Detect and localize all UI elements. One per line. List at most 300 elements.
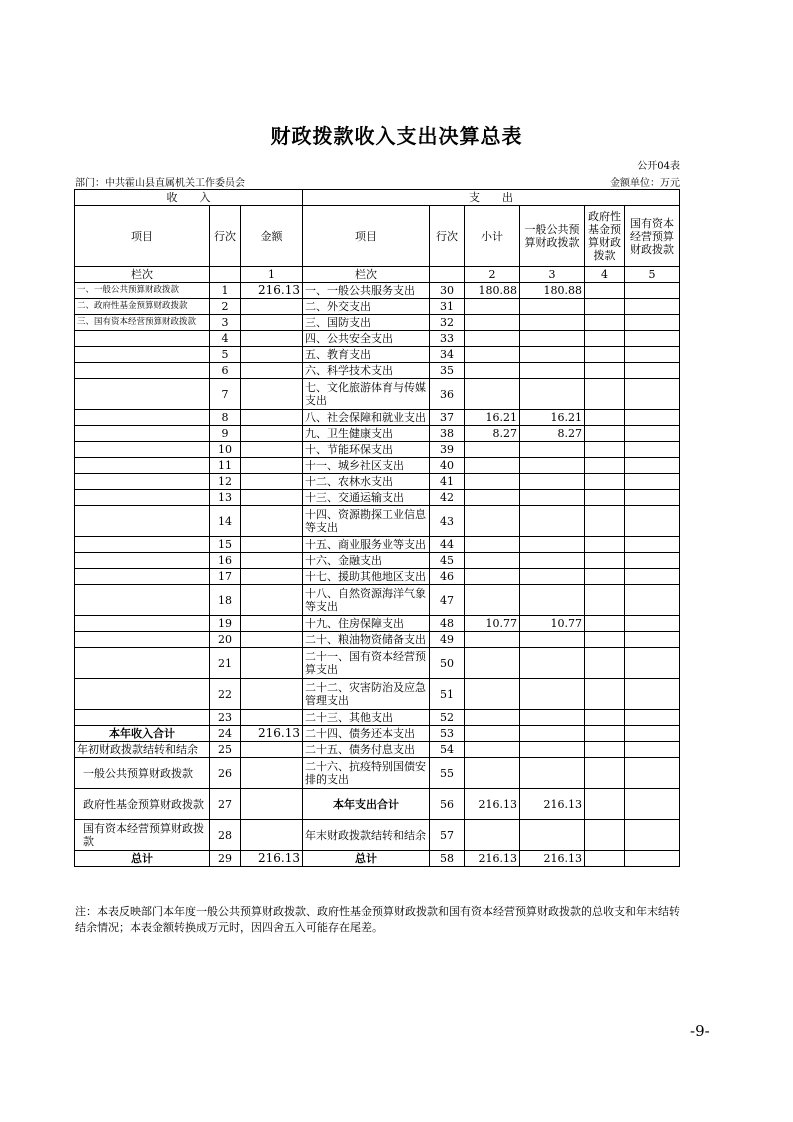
income-item [75, 458, 210, 474]
income-amount [241, 585, 303, 616]
general-budget-value [520, 299, 585, 315]
expense-item: 十六、金融支出 [303, 553, 430, 569]
income-amount [241, 537, 303, 553]
subtotal-value [465, 379, 520, 410]
subtotal-value [465, 820, 520, 851]
income-amount-header: 金额 [241, 206, 303, 267]
expense-line: 53 [430, 726, 465, 742]
expense-line: 57 [430, 820, 465, 851]
column-number: 3 [520, 267, 585, 283]
expense-item: 十、节能环保支出 [303, 442, 430, 458]
gov-fund-value [585, 490, 625, 506]
subtotal-value [465, 331, 520, 347]
table-row [75, 710, 680, 726]
general-budget-value [520, 820, 585, 851]
income-line: 28 [210, 820, 241, 851]
state-capital-value [625, 490, 680, 506]
gov-fund-value [585, 648, 625, 679]
income-line: 5 [210, 347, 241, 363]
subtotal-value [465, 490, 520, 506]
state-capital-value [625, 789, 680, 820]
state-capital-value [625, 506, 680, 537]
general-budget-value [520, 726, 585, 742]
income-amount [241, 490, 303, 506]
expense-item: 八、社会保障和就业支出 [303, 410, 430, 426]
expense-item: 六、科学技术支出 [303, 363, 430, 379]
state-capital-value [625, 616, 680, 632]
income-amount [241, 299, 303, 315]
subtotal-value [465, 537, 520, 553]
gov-fund-value [585, 679, 625, 710]
gov-fund-value [585, 379, 625, 410]
table-row [75, 742, 680, 758]
income-line: 10 [210, 442, 241, 458]
expense-line: 58 [430, 851, 465, 867]
subtotal-value [465, 648, 520, 679]
gov-fund-value [585, 442, 625, 458]
income-amount [241, 553, 303, 569]
state-capital-value [625, 569, 680, 585]
income-line: 8 [210, 410, 241, 426]
table-row [75, 506, 680, 537]
general-budget-value [520, 347, 585, 363]
subtotal-value [465, 742, 520, 758]
expense-item: 二十二、灾害防治及应急管理支出 [303, 679, 430, 710]
subtotal-value [465, 458, 520, 474]
income-item [75, 537, 210, 553]
table-row [75, 474, 680, 490]
state-capital-value [625, 726, 680, 742]
expense-item: 三、国防支出 [303, 315, 430, 331]
gov-fund-value [585, 347, 625, 363]
income-amount [241, 363, 303, 379]
column-number: 2 [465, 267, 520, 283]
general-budget-value [520, 585, 585, 616]
table-row [75, 442, 680, 458]
table-row [75, 851, 680, 867]
gov-fund-value [585, 758, 625, 789]
expense-line: 33 [430, 331, 465, 347]
income-amount: 216.13 [241, 726, 303, 742]
table-row [75, 331, 680, 347]
income-item [75, 410, 210, 426]
table-row [75, 379, 680, 410]
income-item: 一般公共预算财政拨款 [75, 758, 210, 789]
state-capital-value [625, 299, 680, 315]
table-row [75, 347, 680, 363]
expense-item: 二、外交支出 [303, 299, 430, 315]
column-number: 5 [625, 267, 680, 283]
gov-fund-value [585, 820, 625, 851]
income-line: 1 [210, 283, 241, 299]
page-title: 财政拨款收入支出决算总表 [270, 124, 523, 148]
income-item [75, 616, 210, 632]
income-line: 23 [210, 710, 241, 726]
income-amount [241, 616, 303, 632]
state-capital-value [625, 410, 680, 426]
income-item-header: 项目 [75, 206, 210, 267]
state-capital-value [625, 537, 680, 553]
table-row [75, 537, 680, 553]
income-line: 22 [210, 679, 241, 710]
income-line: 27 [210, 789, 241, 820]
general-budget-value [520, 363, 585, 379]
gov-fund-value [585, 632, 625, 648]
income-item [75, 679, 210, 710]
income-amount [241, 426, 303, 442]
expense-line-header: 行次 [430, 206, 465, 267]
income-item: 政府性基金预算财政拨款 [75, 789, 210, 820]
general-budget-value: 216.13 [520, 789, 585, 820]
expense-line: 45 [430, 553, 465, 569]
expense-item: 十四、资源勘探工业信息等支出 [303, 506, 430, 537]
income-amount [241, 820, 303, 851]
income-line: 3 [210, 315, 241, 331]
general-budget-header: 一般公共预算财政拨款 [520, 206, 585, 267]
column-number: 4 [585, 267, 625, 283]
expense-item: 二十一、国有资本经营预算支出 [303, 648, 430, 679]
expense-line: 32 [430, 315, 465, 331]
income-line: 20 [210, 632, 241, 648]
expense-line: 35 [430, 363, 465, 379]
income-item [75, 710, 210, 726]
income-amount [241, 506, 303, 537]
expense-line: 49 [430, 632, 465, 648]
expense-line: 37 [430, 410, 465, 426]
gov-fund-value [585, 616, 625, 632]
gov-fund-value [585, 410, 625, 426]
income-line: 2 [210, 299, 241, 315]
expense-item: 七、文化旅游体育与传媒支出 [303, 379, 430, 410]
gov-fund-value [585, 506, 625, 537]
general-budget-value [520, 569, 585, 585]
income-line: 9 [210, 426, 241, 442]
expense-item: 十三、交通运输支出 [303, 490, 430, 506]
income-line: 18 [210, 585, 241, 616]
subtotal-value [465, 758, 520, 789]
gov-fund-value [585, 426, 625, 442]
state-capital-value [625, 648, 680, 679]
expense-item-header: 项目 [303, 206, 430, 267]
subtotal-value [465, 679, 520, 710]
state-capital-value [625, 363, 680, 379]
income-amount [241, 648, 303, 679]
expense-line: 56 [430, 789, 465, 820]
income-header: 收 入 [75, 190, 303, 206]
gov-fund-header: 政府性基金预算财政拨款 [585, 206, 625, 267]
income-item: 三、国有资本经营预算财政拨款 [75, 315, 210, 331]
income-amount: 216.13 [241, 283, 303, 299]
subtotal-value [465, 585, 520, 616]
state-capital-value [625, 379, 680, 410]
expense-item: 五、教育支出 [303, 347, 430, 363]
income-line: 21 [210, 648, 241, 679]
subtotal-value [465, 347, 520, 363]
income-item [75, 379, 210, 410]
expense-line: 55 [430, 758, 465, 789]
income-amount [241, 569, 303, 585]
table-row [75, 458, 680, 474]
state-capital-value [625, 758, 680, 789]
expense-item: 十一、城乡社区支出 [303, 458, 430, 474]
state-capital-value [625, 553, 680, 569]
income-item [75, 553, 210, 569]
table-row [75, 363, 680, 379]
general-budget-value [520, 490, 585, 506]
expense-item: 二十五、债务付息支出 [303, 742, 430, 758]
income-item: 国有资本经营预算财政拨款 [75, 820, 210, 851]
general-budget-value [520, 379, 585, 410]
subtotal-value [465, 363, 520, 379]
expense-item: 总计 [303, 851, 430, 867]
gov-fund-value [585, 474, 625, 490]
income-item [75, 426, 210, 442]
income-item [75, 347, 210, 363]
general-budget-value [520, 710, 585, 726]
income-line: 11 [210, 458, 241, 474]
income-amount: 216.13 [241, 851, 303, 867]
general-budget-value [520, 758, 585, 789]
expense-line: 30 [430, 283, 465, 299]
state-capital-value [625, 820, 680, 851]
expense-header: 支 出 [303, 190, 680, 206]
state-capital-value [625, 632, 680, 648]
general-budget-value [520, 742, 585, 758]
income-line: 17 [210, 569, 241, 585]
subtotal-value [465, 315, 520, 331]
state-capital-header: 国有资本经营预算财政拨款 [625, 206, 680, 267]
table-row [75, 632, 680, 648]
income-amount [241, 789, 303, 820]
department-label: 部门：中共霍山县直属机关工作委员会 [75, 178, 245, 189]
subtotal-value: 216.13 [465, 789, 520, 820]
expense-item: 十七、援助其他地区支出 [303, 569, 430, 585]
expense-item: 一、一般公共服务支出 [303, 283, 430, 299]
income-amount [241, 758, 303, 789]
subtotal-value [465, 569, 520, 585]
table-row [75, 820, 680, 851]
income-line: 4 [210, 331, 241, 347]
table-row [75, 726, 680, 742]
general-budget-value [520, 458, 585, 474]
income-amount [241, 410, 303, 426]
general-budget-value [520, 506, 585, 537]
income-item [75, 569, 210, 585]
expense-item: 二十三、其他支出 [303, 710, 430, 726]
general-budget-value [520, 679, 585, 710]
subtotal-value [465, 506, 520, 537]
gov-fund-value [585, 742, 625, 758]
income-line: 12 [210, 474, 241, 490]
expense-line: 54 [430, 742, 465, 758]
income-item: 一、一般公共预算财政拨款 [75, 283, 210, 299]
expense-line: 47 [430, 585, 465, 616]
expense-item: 九、卫生健康支出 [303, 426, 430, 442]
general-budget-value: 8.27 [520, 426, 585, 442]
gov-fund-value [585, 537, 625, 553]
income-line-header: 行次 [210, 206, 241, 267]
column-label: 栏次 [75, 267, 210, 283]
expense-line: 51 [430, 679, 465, 710]
income-line: 14 [210, 506, 241, 537]
expense-item: 十九、住房保障支出 [303, 616, 430, 632]
table-row [75, 789, 680, 820]
subtotal-value [465, 726, 520, 742]
expense-item: 二十六、抗疫特别国债安排的支出 [303, 758, 430, 789]
subtotal-value [465, 474, 520, 490]
subtotal-value: 216.13 [465, 851, 520, 867]
state-capital-value [625, 283, 680, 299]
income-item: 年初财政拨款结转和结余 [75, 742, 210, 758]
general-budget-value [520, 632, 585, 648]
expense-line: 42 [430, 490, 465, 506]
general-budget-value [520, 553, 585, 569]
income-line: 6 [210, 363, 241, 379]
expense-line: 43 [430, 506, 465, 537]
income-amount [241, 379, 303, 410]
expense-item: 十八、自然资源海洋气象等支出 [303, 585, 430, 616]
general-budget-value: 180.88 [520, 283, 585, 299]
income-item [75, 648, 210, 679]
income-amount [241, 442, 303, 458]
income-amount [241, 315, 303, 331]
income-line: 25 [210, 742, 241, 758]
state-capital-value [625, 474, 680, 490]
state-capital-value [625, 679, 680, 710]
expense-item: 十二、农林水支出 [303, 474, 430, 490]
income-amount [241, 742, 303, 758]
general-budget-value [520, 474, 585, 490]
gov-fund-value [585, 458, 625, 474]
subtotal-header: 小计 [465, 206, 520, 267]
table-row [75, 283, 680, 299]
income-line: 26 [210, 758, 241, 789]
state-capital-value [625, 458, 680, 474]
state-capital-value [625, 851, 680, 867]
subtotal-value [465, 299, 520, 315]
expense-line: 34 [430, 347, 465, 363]
expense-line: 50 [430, 648, 465, 679]
form-number: 公开04表 [637, 161, 680, 172]
gov-fund-value [585, 851, 625, 867]
subtotal-value: 16.21 [465, 410, 520, 426]
table-row [75, 616, 680, 632]
gov-fund-value [585, 569, 625, 585]
expense-item: 十五、商业服务业等支出 [303, 537, 430, 553]
general-budget-value [520, 331, 585, 347]
general-budget-value [520, 537, 585, 553]
state-capital-value [625, 426, 680, 442]
gov-fund-value [585, 315, 625, 331]
income-item [75, 506, 210, 537]
income-line: 7 [210, 379, 241, 410]
expense-line: 44 [430, 537, 465, 553]
table-row [75, 299, 680, 315]
table-row [75, 758, 680, 789]
income-item [75, 632, 210, 648]
state-capital-value [625, 710, 680, 726]
general-budget-value: 10.77 [520, 616, 585, 632]
general-budget-value [520, 442, 585, 458]
expense-line: 31 [430, 299, 465, 315]
income-item: 本年收入合计 [75, 726, 210, 742]
general-budget-value: 16.21 [520, 410, 585, 426]
fiscal-summary-table [74, 189, 680, 867]
income-item [75, 490, 210, 506]
income-line: 13 [210, 490, 241, 506]
gov-fund-value [585, 363, 625, 379]
subtotal-value [465, 553, 520, 569]
income-line: 24 [210, 726, 241, 742]
state-capital-value [625, 585, 680, 616]
expense-item: 四、公共安全支出 [303, 331, 430, 347]
gov-fund-value [585, 789, 625, 820]
table-row [75, 585, 680, 616]
table-row [75, 569, 680, 585]
income-amount [241, 458, 303, 474]
table-row [75, 648, 680, 679]
expense-line: 48 [430, 616, 465, 632]
gov-fund-value [585, 283, 625, 299]
income-line: 15 [210, 537, 241, 553]
general-budget-value [520, 648, 585, 679]
expense-item: 年末财政拨款结转和结余 [303, 820, 430, 851]
income-amount [241, 710, 303, 726]
table-row [75, 410, 680, 426]
expense-line: 41 [430, 474, 465, 490]
income-item: 总计 [75, 851, 210, 867]
state-capital-value [625, 347, 680, 363]
income-amount [241, 347, 303, 363]
gov-fund-value [585, 710, 625, 726]
general-budget-value: 216.13 [520, 851, 585, 867]
income-item [75, 363, 210, 379]
income-line: 19 [210, 616, 241, 632]
general-budget-value [520, 315, 585, 331]
expense-line: 36 [430, 379, 465, 410]
table-row [75, 490, 680, 506]
subtotal-value: 10.77 [465, 616, 520, 632]
gov-fund-value [585, 299, 625, 315]
expense-line: 39 [430, 442, 465, 458]
table-row [75, 553, 680, 569]
column-number: 1 [241, 267, 303, 283]
expense-line: 38 [430, 426, 465, 442]
expense-line: 46 [430, 569, 465, 585]
expense-line: 52 [430, 710, 465, 726]
table-row [75, 426, 680, 442]
column-label: 栏次 [303, 267, 430, 283]
subtotal-value [465, 710, 520, 726]
income-amount [241, 331, 303, 347]
footnote: 注：本表反映部门本年度一般公共预算财政拨款、政府性基金预算财政拨款和国有资本经营预算财政拨款的总收支和年末结转结余情况；本表金额转换成万元时，因四舍五入可能存在尾差。 [75, 905, 680, 934]
state-capital-value [625, 315, 680, 331]
page-number: -9- [690, 1022, 710, 1040]
income-item [75, 474, 210, 490]
gov-fund-value [585, 585, 625, 616]
unit-label: 金额单位：万元 [610, 178, 680, 189]
state-capital-value [625, 442, 680, 458]
gov-fund-value [585, 553, 625, 569]
state-capital-value [625, 742, 680, 758]
table-row [75, 315, 680, 331]
expense-item: 本年支出合计 [303, 789, 430, 820]
gov-fund-value [585, 726, 625, 742]
table-row [75, 679, 680, 710]
income-amount [241, 632, 303, 648]
subtotal-value: 180.88 [465, 283, 520, 299]
subtotal-value [465, 442, 520, 458]
